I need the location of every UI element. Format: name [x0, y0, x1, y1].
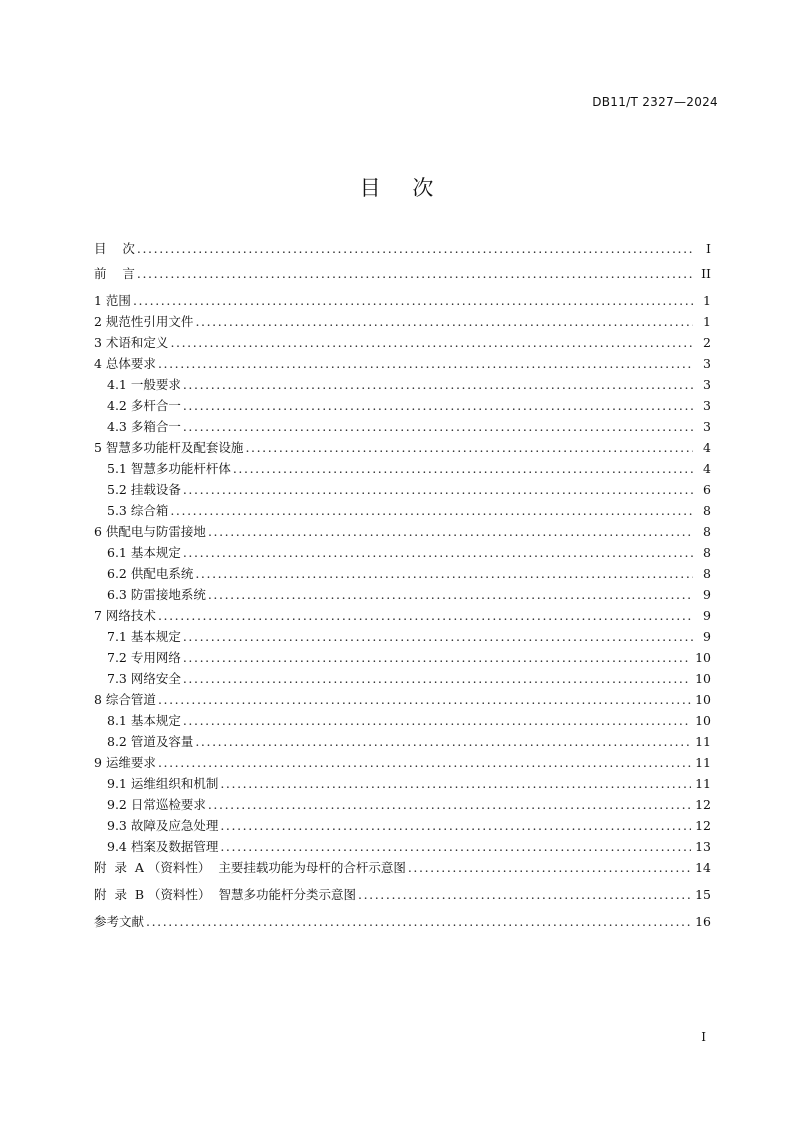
toc-dot-leader [133, 292, 693, 310]
toc-page-number: 8 [703, 503, 711, 518]
toc-subentry[interactable] [107, 628, 711, 646]
toc-dot-leader [195, 733, 691, 751]
toc-subentry[interactable] [107, 817, 711, 835]
toc-dot-leader [137, 240, 693, 258]
toc-entry-label: 5.2 挂载设备 [107, 482, 181, 497]
toc-page-number: 6 [703, 482, 711, 497]
toc-entry-label: 2 规范性引用文件 [94, 314, 194, 329]
toc-subentry[interactable] [107, 712, 711, 730]
page-title: 目 次 [359, 176, 435, 200]
toc-page-number: 14 [695, 860, 711, 875]
toc-dot-leader [183, 628, 693, 646]
toc-dot-leader [158, 691, 691, 709]
toc-entry-label: 4.3 多箱合一 [107, 419, 181, 434]
toc-page-number: 9 [703, 608, 711, 623]
toc-entry-label: 7 网络技术 [94, 608, 156, 623]
toc-page-number: 4 [703, 461, 711, 476]
toc-entry[interactable] [94, 859, 711, 877]
toc-subentry[interactable] [107, 481, 711, 499]
toc-subentry[interactable] [107, 733, 711, 751]
toc-page-number: 16 [695, 914, 711, 929]
toc-dot-leader [170, 334, 693, 352]
toc-dot-leader [220, 817, 691, 835]
toc-subentry[interactable] [107, 397, 711, 415]
toc-entry-label: 4.1 一般要求 [107, 377, 181, 392]
toc-entry-label: 3 术语和定义 [94, 335, 169, 350]
toc-entry-label: 9.3 故障及应急处理 [107, 818, 219, 833]
toc-entry-label: 8 综合管道 [94, 692, 156, 707]
toc-entry-label: 9.1 运维组织和机制 [107, 776, 219, 791]
toc-page-number: 13 [695, 839, 711, 854]
toc-subentry[interactable] [107, 460, 711, 478]
toc-dot-leader [220, 838, 691, 856]
toc-entry-label: 1 范围 [94, 293, 131, 308]
toc-entry-label: 附 录 B （资料性） 智慧多功能杆分类示意图 [94, 887, 357, 902]
toc-entry-label: 目 次 [94, 241, 135, 256]
toc-subentry[interactable] [107, 775, 711, 793]
toc-dot-leader [183, 670, 691, 688]
toc-page-number: II [701, 266, 711, 281]
toc-page-number: 1 [703, 293, 711, 308]
toc-dot-leader [408, 859, 691, 877]
toc-dot-leader [208, 586, 693, 604]
toc-entry[interactable] [94, 754, 711, 772]
toc-entry-label: 7.3 网络安全 [107, 671, 181, 686]
toc-dot-leader [208, 796, 691, 814]
toc-page-number: 8 [703, 545, 711, 560]
toc-entry-label: 6.2 供配电系统 [107, 566, 194, 581]
toc-page-number: I [706, 241, 711, 256]
toc-page-number: 10 [695, 692, 711, 707]
toc-entry[interactable] [94, 439, 711, 457]
toc-entry-label: 参考文献 [94, 914, 145, 929]
toc-page-number: 10 [695, 713, 711, 728]
toc-page-number: 3 [703, 377, 711, 392]
toc-subentry[interactable] [107, 649, 711, 667]
toc-page-number: 12 [695, 818, 711, 833]
toc-entry-label: 8.1 基本规定 [107, 713, 181, 728]
toc-dot-leader [183, 376, 693, 394]
toc-page-number: 3 [703, 356, 711, 371]
toc-dot-leader [146, 913, 691, 931]
toc-entry[interactable] [94, 313, 711, 331]
toc-entry[interactable] [94, 334, 711, 352]
standard-code: DB11/T 2327—2024 [592, 95, 718, 109]
toc-entry-label: 附 录 A （资料性） 主要挂载功能为母杆的合杆示意图 [94, 860, 406, 875]
toc-page-number: 11 [695, 776, 711, 791]
toc-entry-label: 9 运维要求 [94, 755, 156, 770]
toc-dot-leader [220, 775, 691, 793]
toc-page-number: 3 [703, 419, 711, 434]
toc-entry[interactable] [94, 886, 711, 904]
toc-page-number: 11 [695, 734, 711, 749]
toc-page-number: 1 [703, 314, 711, 329]
toc-page-number: 11 [695, 755, 711, 770]
toc-subentry[interactable] [107, 838, 711, 856]
toc-page-number: 2 [703, 335, 711, 350]
toc-subentry[interactable] [107, 796, 711, 814]
toc-entry-label: 9.4 档案及数据管理 [107, 839, 219, 854]
toc-entry-label: 6.3 防雷接地系统 [107, 587, 206, 602]
toc-entry[interactable] [94, 913, 711, 931]
toc-dot-leader [158, 607, 693, 625]
toc-dot-leader [170, 502, 693, 520]
toc-dot-leader [137, 265, 693, 283]
toc-dot-leader [195, 565, 693, 583]
toc-page-number: 8 [703, 524, 711, 539]
toc-dot-leader [158, 754, 691, 772]
toc-dot-leader [183, 397, 693, 415]
toc-subentry[interactable] [107, 544, 711, 562]
toc-dot-leader [183, 481, 693, 499]
toc-entry-label: 5.3 综合箱 [107, 503, 169, 518]
toc-dot-leader [208, 523, 693, 541]
toc-dot-leader [245, 439, 693, 457]
toc-page-number: 4 [703, 440, 711, 455]
toc-entry-label: 5 智慧多功能杆及配套设施 [94, 440, 244, 455]
toc-entry-label: 前 言 [94, 266, 135, 281]
toc-entry[interactable] [94, 292, 711, 310]
toc-entry[interactable] [94, 355, 711, 373]
toc-dot-leader [183, 649, 691, 667]
toc-dot-leader [233, 460, 693, 478]
toc-dot-leader [183, 712, 691, 730]
toc-entry-label: 4 总体要求 [94, 356, 156, 371]
toc-page-number: 10 [695, 650, 711, 665]
toc-dot-leader [195, 313, 693, 331]
toc-entry-label: 6.1 基本规定 [107, 545, 181, 560]
toc-page-number: 12 [695, 797, 711, 812]
toc-entry-label: 6 供配电与防雷接地 [94, 524, 206, 539]
toc-entry[interactable] [94, 265, 711, 283]
toc-entry-label: 4.2 多杆合一 [107, 398, 181, 413]
toc-entry-label: 5.1 智慧多功能杆杆体 [107, 461, 231, 476]
toc-subentry[interactable] [107, 502, 711, 520]
toc-entry-label: 7.2 专用网络 [107, 650, 181, 665]
toc-page-number: 8 [703, 566, 711, 581]
toc-subentry[interactable] [107, 670, 711, 688]
toc-entry[interactable] [94, 691, 711, 709]
toc-page-number: 3 [703, 398, 711, 413]
toc-entry-label: 7.1 基本规定 [107, 629, 181, 644]
toc-page-number: 10 [695, 671, 711, 686]
toc-subentry[interactable] [107, 565, 711, 583]
toc-dot-leader [183, 418, 693, 436]
toc-page-number: 9 [703, 587, 711, 602]
toc-entry[interactable] [94, 607, 711, 625]
toc-entry[interactable] [94, 240, 711, 258]
toc-page-number: 15 [695, 887, 711, 902]
toc-subentry[interactable] [107, 376, 711, 394]
toc-entry-label: 9.2 日常巡检要求 [107, 797, 206, 812]
toc-dot-leader [183, 544, 693, 562]
toc-entry-label: 8.2 管道及容量 [107, 734, 194, 749]
toc-entry[interactable] [94, 523, 711, 541]
toc-dot-leader [158, 355, 693, 373]
toc-subentry[interactable] [107, 418, 711, 436]
toc-page-number: 9 [703, 629, 711, 644]
page-number: I [701, 1030, 706, 1044]
toc-subentry[interactable] [107, 586, 711, 604]
toc-dot-leader [358, 886, 691, 904]
